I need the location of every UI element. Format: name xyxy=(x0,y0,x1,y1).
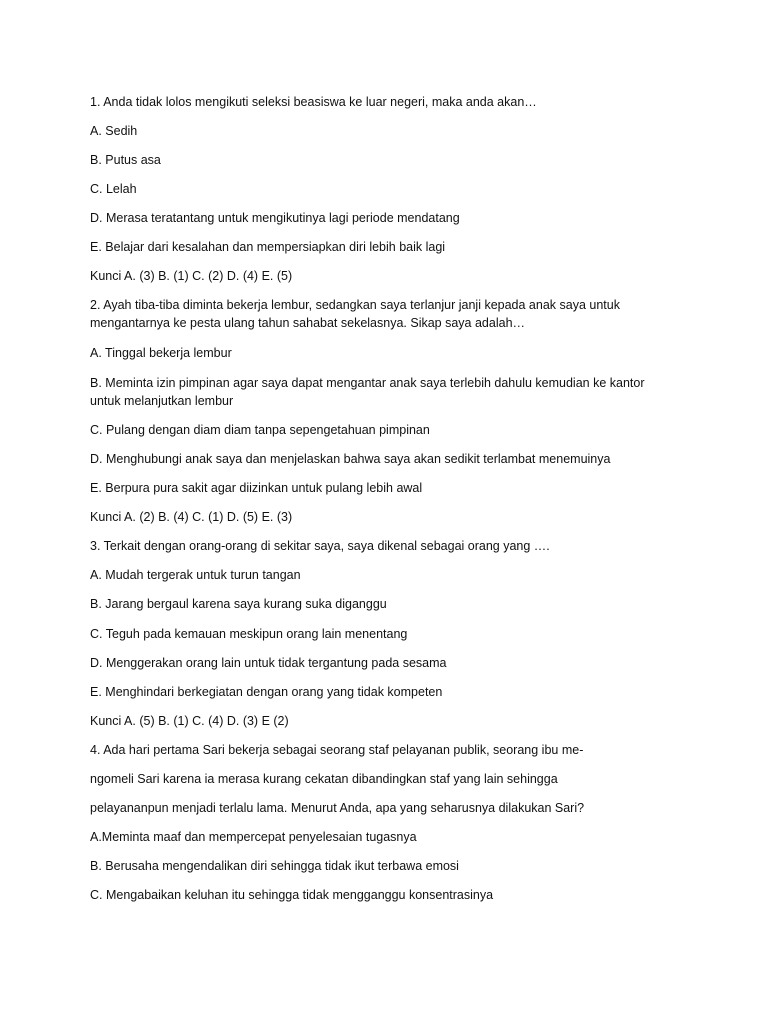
question-3-option-b: B. Jarang bergaul karena saya kurang suka diganggu xyxy=(90,597,387,611)
question-2-text-line-2: mengantarnya ke pesta ulang tahun sahabat sekelasnya. Sikap saya adalah… xyxy=(90,316,526,330)
question-3-option-c: C. Teguh pada kemauan meskipun orang lain menentang xyxy=(90,627,408,641)
question-1-option-d: D. Merasa teratantang untuk mengikutinya lagi periode mendatang xyxy=(90,211,460,225)
question-2-option-c: C. Pulang dengan diam diam tanpa sepengetahuan pimpinan xyxy=(90,423,430,437)
question-2-option-b-line-1: B. Meminta izin pimpinan agar saya dapat mengantar anak saya terlebih dahulu kemudian ke kantor xyxy=(90,376,645,390)
question-1-option-e: E. Belajar dari kesalahan dan mempersiapkan diri lebih baik lagi xyxy=(90,240,446,254)
question-3-text: 3. Terkait dengan orang-orang di sekitar saya, saya dikenal sebagai orang yang …. xyxy=(90,539,550,553)
question-1-option-a: A. Sedih xyxy=(90,124,138,138)
question-1-option-b: B. Putus asa xyxy=(90,153,161,167)
question-4-text-line-3: pelayananpun menjadi terlalu lama. Menurut Anda, apa yang seharusnya dilakukan Sari? xyxy=(90,801,585,815)
question-2-option-b-line-2: untuk melanjutkan lembur xyxy=(90,394,234,408)
question-4-option-c: C. Mengabaikan keluhan itu sehingga tidak mengganggu konsentrasinya xyxy=(90,888,494,902)
question-1-answer-key: Kunci A. (3) B. (1) C. (2) D. (4) E. (5) xyxy=(90,269,293,283)
question-4-text-line-1: 4. Ada hari pertama Sari bekerja sebagai seorang staf pelayanan publik, seorang ibu me- xyxy=(90,743,584,757)
question-2-answer-key: Kunci A. (2) B. (4) C. (1) D. (5) E. (3) xyxy=(90,510,293,524)
question-2-option-a: A. Tinggal bekerja lembur xyxy=(90,346,232,360)
question-3-option-a: A. Mudah tergerak untuk turun tangan xyxy=(90,568,301,582)
question-3-option-e: E. Menghindari berkegiatan dengan orang yang tidak kompeten xyxy=(90,685,443,699)
question-4-option-b: B. Berusaha mengendalikan diri sehingga tidak ikut terbawa emosi xyxy=(90,859,459,873)
question-4-option-a: A.Meminta maaf dan mempercepat penyelesaian tugasnya xyxy=(90,830,417,844)
question-2-option-e: E. Berpura pura sakit agar diizinkan untuk pulang lebih awal xyxy=(90,481,423,495)
question-1-text: 1. Anda tidak lolos mengikuti seleksi beasiswa ke luar negeri, maka anda akan… xyxy=(90,95,537,109)
question-3-answer-key: Kunci A. (5) B. (1) C. (4) D. (3) E (2) xyxy=(90,714,289,728)
question-1-option-c: C. Lelah xyxy=(90,182,137,196)
question-2-text-line-1: 2. Ayah tiba-tiba diminta bekerja lembur, sedangkan saya terlanjur janji kepada anak saya untuk xyxy=(90,298,620,312)
question-3-option-d: D. Menggerakan orang lain untuk tidak tergantung pada sesama xyxy=(90,656,447,670)
question-2-option-d: D. Menghubungi anak saya dan menjelaskan bahwa saya akan sedikit terlambat menemuinya xyxy=(90,452,611,466)
question-4-text-line-2: ngomeli Sari karena ia merasa kurang cekatan dibandingkan staf yang lain sehingga xyxy=(90,772,558,786)
